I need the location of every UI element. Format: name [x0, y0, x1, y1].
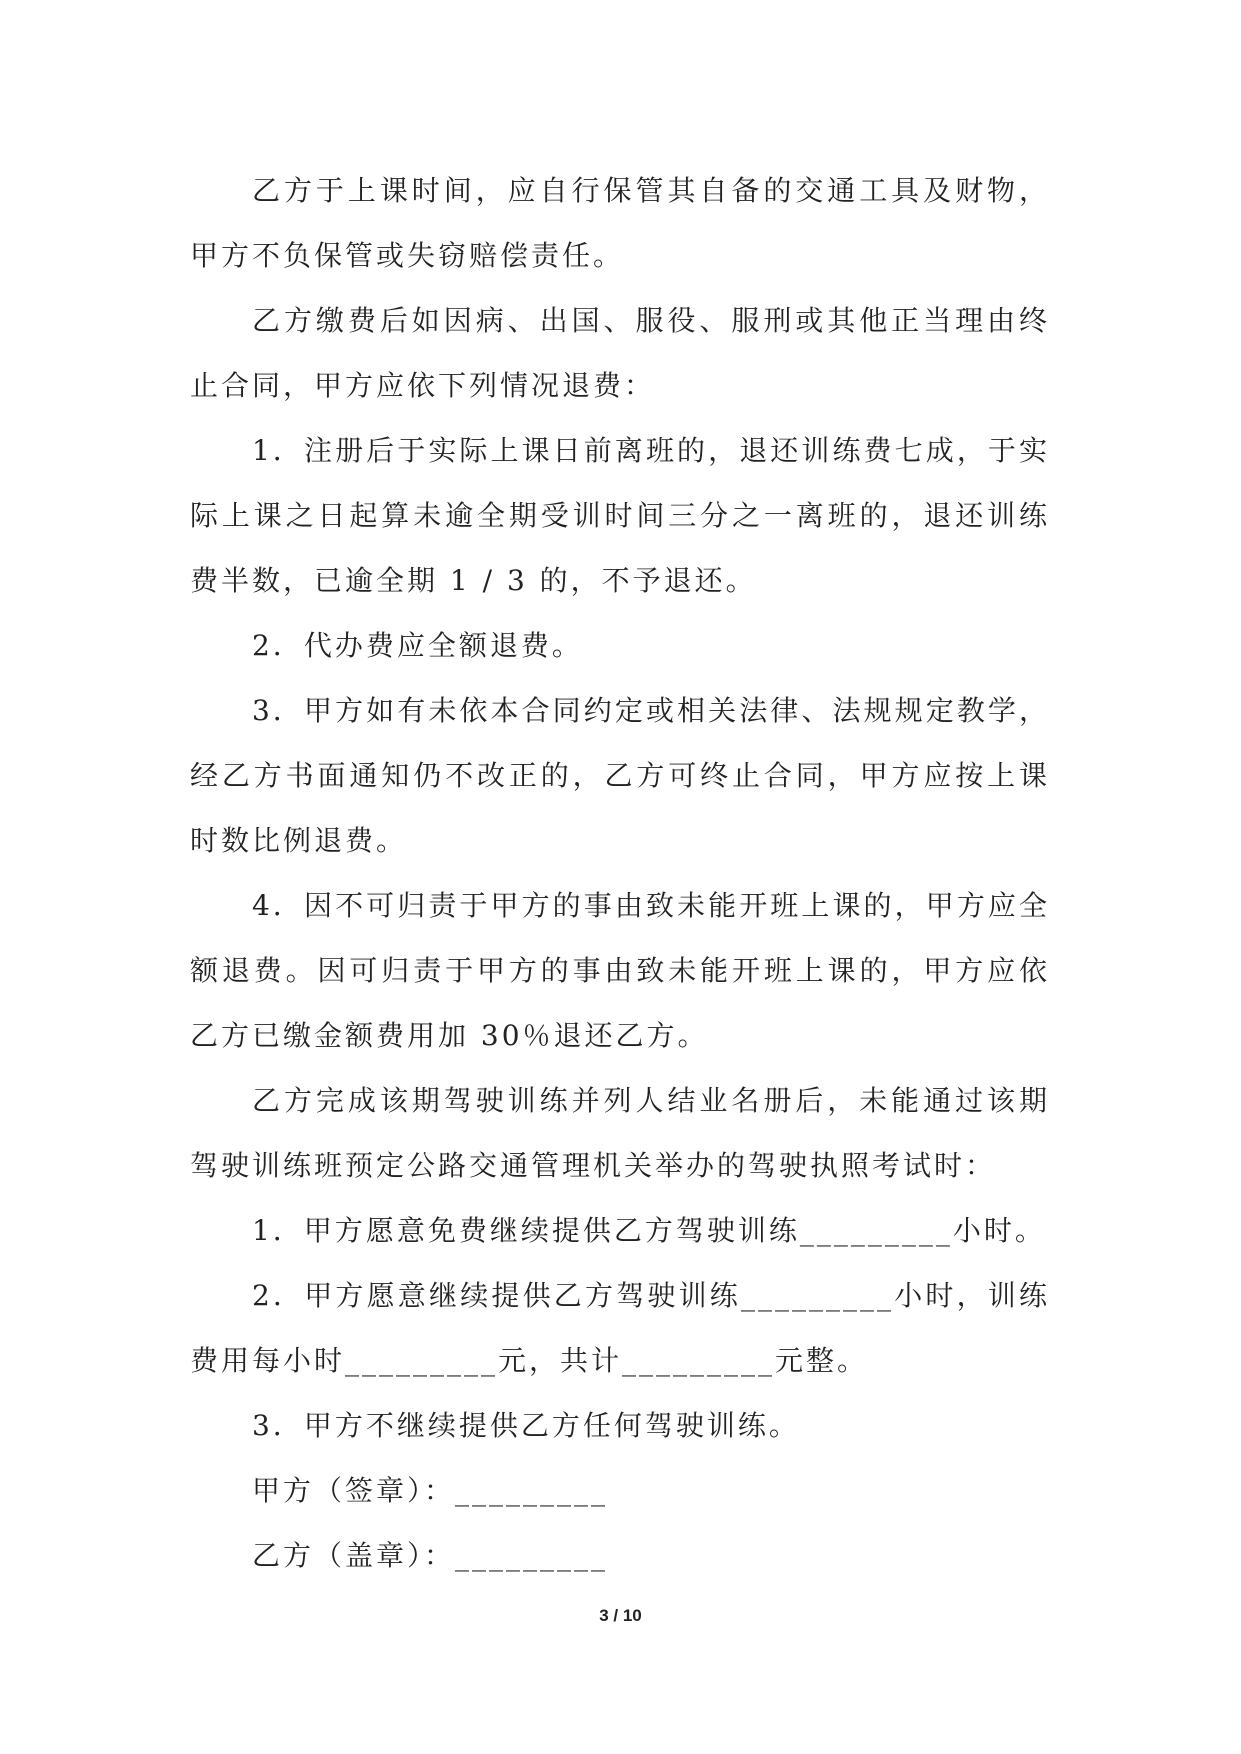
paragraph-refund-item-3: 3．甲方如有未依本合同约定或相关法律、法规规定教学，经乙方书面通知仍不改正的，乙方可终止合同，甲方应按上课时数比例退费。: [190, 694, 1050, 857]
signature-party-a: 甲方（签章）：_________: [252, 1474, 609, 1507]
document-body: [190, 158, 1050, 1588]
paragraph-custody: 乙方于上课时间，应自行保管其自备的交通工具及财物，甲方不负保管或失窃赔偿责任。: [190, 174, 1050, 272]
paragraph-exam-item-1: 1．甲方愿意免费继续提供乙方驾驶训练_________小时。: [252, 1214, 1046, 1247]
paragraph-exam-item-2: 2．甲方愿意继续提供乙方驾驶训练_________小时，训练费用每小时_________元，共计_________元整。: [190, 1279, 1050, 1377]
paragraph-exam-failure: 乙方完成该期驾驶训练并列人结业名册后，未能通过该期驾驶训练班预定公路交通管理机关举办的驾驶执照考试时：: [190, 1084, 1050, 1182]
signature-party-b: 乙方（盖章）：_________: [252, 1539, 609, 1572]
paragraph-refund-item-4: 4．因不可归责于甲方的事由致未能开班上课的，甲方应全额退费。因可归责于甲方的事由致未能开班上课的，甲方应依乙方已缴金额费用加 30％退还乙方。: [190, 889, 1050, 1052]
paragraph-refund-conditions: 乙方缴费后如因病、出国、服役、服刑或其他正当理由终止合同，甲方应依下列情况退费：: [190, 304, 1050, 402]
paragraph-refund-item-1: 1．注册后于实际上课日前离班的，退还训练费七成，于实际上课之日起算未逾全期受训时间三分之一离班的，退还训练费半数，已逾全期 1 / 3 的，不予退还。: [190, 434, 1050, 597]
paragraph-refund-item-2: 2．代办费应全额退费。: [252, 629, 583, 662]
paragraph-exam-item-3: 3．甲方不继续提供乙方任何驾驶训练。: [252, 1409, 800, 1442]
page-number: 3 / 10: [599, 1606, 642, 1625]
